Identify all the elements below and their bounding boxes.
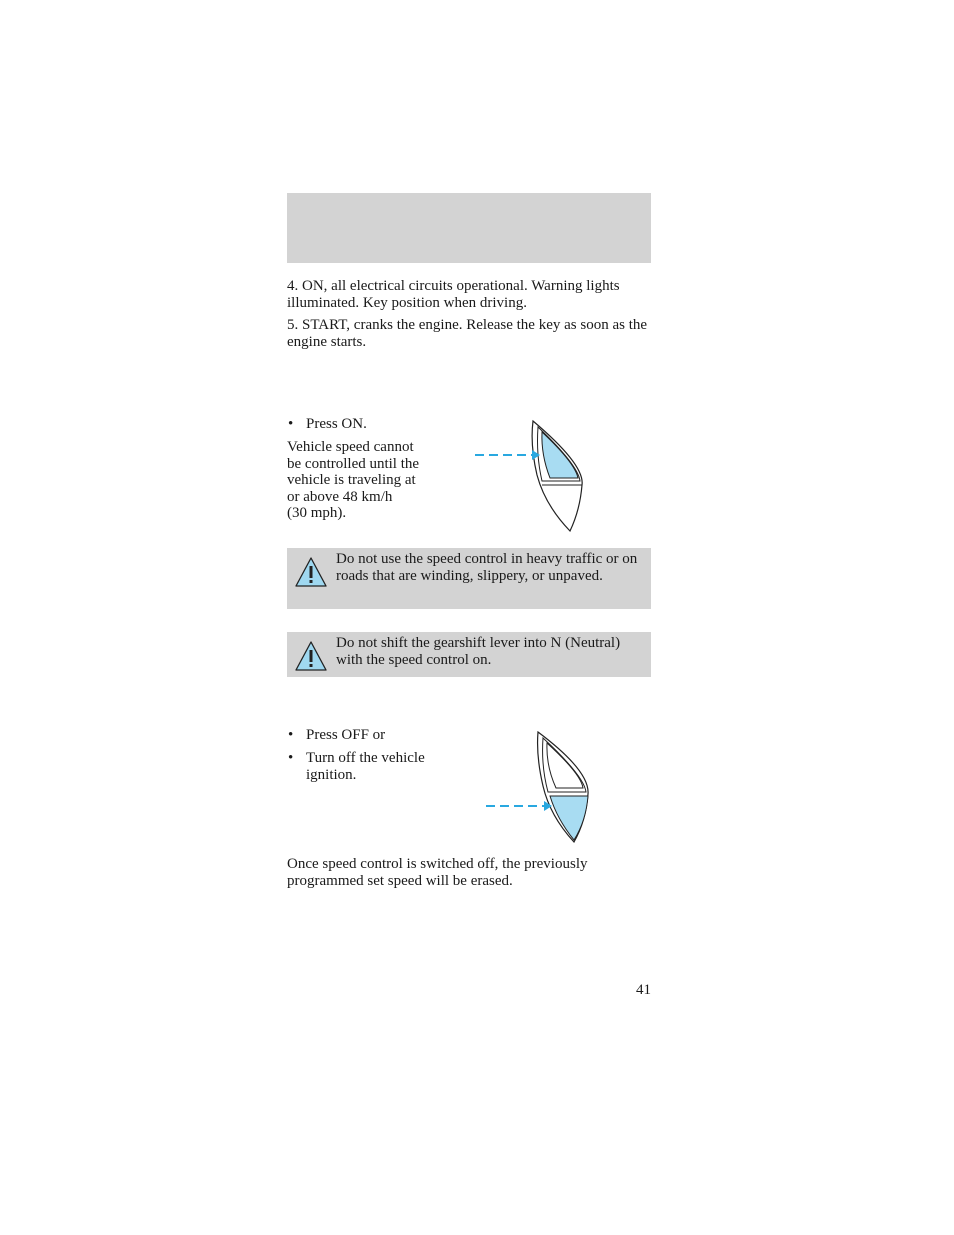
warning-box-traffic <box>287 548 651 609</box>
speed-note-line: vehicle is traveling at <box>287 472 416 488</box>
step-5-text: 5. START, cranks the engine. Release the key as soon as the engine starts. <box>287 317 648 350</box>
speed-note-line: Vehicle speed cannot <box>287 439 414 455</box>
speed-control-on-illustration <box>470 415 590 535</box>
section-header-band <box>287 193 651 263</box>
page-number: 41 <box>636 982 651 998</box>
warning-triangle-icon <box>294 639 328 673</box>
speed-note-line: or above 48 km/h <box>287 488 393 505</box>
warning-text-neutral: Do not shift the gearshift lever into N (Neutral) with the speed control on. <box>336 635 621 668</box>
warning-box-neutral <box>287 632 651 677</box>
closing-paragraph: Once speed control is switched off, the previously programmed set speed will be erased. <box>287 856 588 889</box>
bullet-press-on: • Press ON. <box>288 416 367 432</box>
bullet-turn-off-ignition: • Turn off the vehicle ignition. <box>287 750 457 783</box>
speed-note-line: (30 mph). <box>287 505 347 521</box>
bullet-press-on-label: Press ON. <box>306 416 367 432</box>
step-4-text: 4. ON, all electrical circuits operational. Warning lights illuminated. Key position when driving. <box>287 278 620 311</box>
speed-note <box>287 439 487 522</box>
speed-note-line: be controlled until the <box>287 455 420 472</box>
warning-triangle-icon <box>294 555 328 589</box>
bullet-turn-off-ignition-label: Turn off the vehicle ignition. <box>306 750 425 783</box>
bullet-press-off-label: Press OFF or <box>306 727 386 743</box>
warning-text-traffic: Do not use the speed control in heavy traffic or on roads that are winding, slippery, or unpaved. <box>336 551 638 584</box>
bullet-press-off: • Press OFF or <box>288 727 386 743</box>
speed-control-off-illustration <box>480 726 600 846</box>
